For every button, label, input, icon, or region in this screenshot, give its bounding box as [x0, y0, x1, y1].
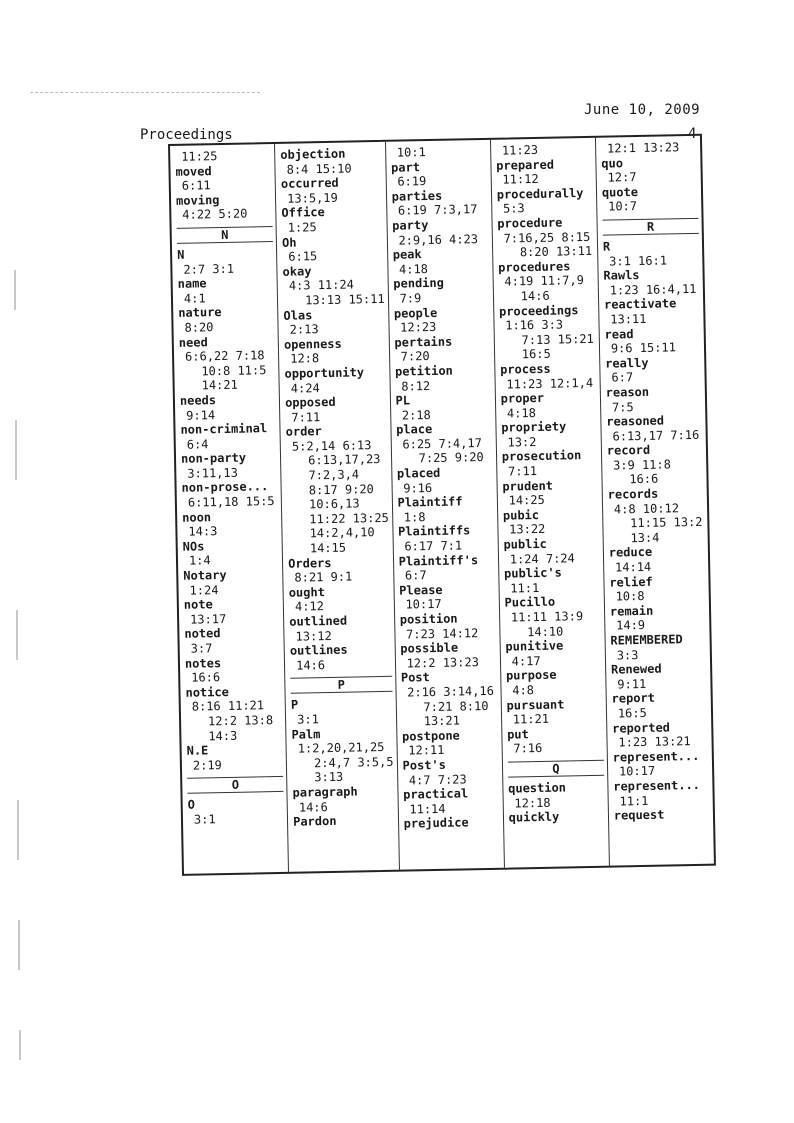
index-reference: 12:7	[607, 170, 637, 185]
index-term: noon	[182, 509, 212, 525]
index-reference: 2:4,7 3:5,5	[313, 754, 394, 771]
index-reference: 10:1	[396, 145, 426, 160]
margin-mark	[17, 800, 19, 860]
section-letter-header: Q	[508, 760, 604, 778]
index-term: moved	[175, 163, 212, 179]
index-reference: 13:4	[630, 530, 660, 546]
index-reference: 1:25	[287, 220, 317, 235]
index-reference: 7:20	[400, 349, 430, 364]
index-term: reasoned	[606, 413, 665, 429]
index-term: prepared	[496, 157, 555, 173]
index-term: pertains	[394, 334, 453, 350]
index-term: P	[290, 697, 299, 713]
index-term: read	[604, 326, 634, 342]
index-term: reactivate	[603, 296, 677, 313]
index-reference: 11:14	[409, 801, 446, 817]
index-reference: 7:13 15:21	[521, 331, 594, 347]
index-reference: 12:18	[514, 795, 551, 811]
index-reference: 6:6,22 7:18	[184, 348, 265, 364]
index-term: N	[176, 247, 185, 262]
index-reference: 1:2,20,21,25	[297, 740, 385, 756]
index-reference: 14:15	[309, 540, 347, 556]
index-reference: 2:18	[401, 407, 431, 423]
index-term: possible	[400, 640, 459, 656]
index-reference: 6:25 7:4,17	[402, 435, 483, 452]
index-reference: 2:7 3:1	[183, 261, 235, 277]
index-column-2	[275, 142, 399, 872]
index-reference: 11:12	[502, 172, 539, 187]
index-reference: 4:17	[511, 653, 541, 669]
index-reference: 3:13	[314, 770, 344, 785]
index-reference: 13:5,19	[287, 190, 338, 206]
index-term: opportunity	[284, 365, 365, 381]
index-reference: 6:13,17 7:16	[612, 427, 700, 444]
index-reference: 4:3 11:24	[288, 277, 355, 294]
index-term: prosecution	[501, 448, 582, 465]
margin-mark	[14, 270, 16, 310]
index-reference: 11:23 12:1,4	[506, 375, 594, 392]
index-reference: 11:21	[512, 711, 550, 727]
index-reference: 3:9 11:8	[612, 457, 672, 473]
index-term: objection	[280, 146, 346, 162]
index-term: quo	[601, 155, 624, 171]
index-reference: 12:11	[408, 743, 445, 758]
index-reference: 14:6	[298, 799, 328, 815]
index-reference: 13:12	[295, 628, 332, 644]
index-term: notice	[185, 684, 230, 700]
index-reference: 11:23	[501, 142, 539, 158]
index-reference: 8:21 9:1	[294, 569, 353, 585]
index-reference: 13:13 15:11	[305, 291, 385, 308]
index-term: pending	[393, 276, 445, 292]
index-reference: 1:4	[188, 553, 211, 569]
index-reference: 14:10	[527, 624, 564, 639]
index-reference: 12:1 13:23	[606, 140, 680, 156]
index-reference: 7:16	[513, 741, 543, 756]
index-reference: 10:17	[618, 764, 656, 779]
index-term: reason	[605, 384, 650, 400]
margin-mark	[16, 610, 18, 660]
index-term: Pucillo	[504, 595, 556, 611]
index-term: relief	[609, 574, 653, 590]
index-term: PL	[395, 393, 411, 408]
page-number: 4	[688, 126, 697, 142]
index-term: Palm	[291, 726, 321, 742]
index-term: O	[187, 797, 196, 813]
margin-mark	[19, 1030, 21, 1060]
index-reference: 4:12	[294, 599, 325, 615]
index-term: public	[503, 536, 547, 552]
index-reference: 8:17 9:20	[308, 481, 374, 498]
index-term: reduce	[608, 545, 653, 561]
index-term: Renewed	[610, 661, 662, 677]
index-term: moving	[175, 192, 220, 208]
index-reference: 6:19 7:3,17	[397, 202, 478, 218]
index-reference: 13:21	[423, 713, 460, 729]
index-reference: 11:15 13:2	[630, 515, 703, 531]
index-term: quickly	[508, 809, 560, 825]
index-reference: 3:1	[297, 712, 320, 727]
index-term: purpose	[505, 668, 557, 683]
index-reference: 12:8	[290, 351, 320, 367]
index-term: Plaintiffs	[397, 523, 471, 540]
index-reference: 12:2 13:8	[207, 713, 274, 729]
index-term: pubic	[502, 507, 540, 523]
index-reference: 11:1	[619, 793, 649, 808]
index-reference: 9:14	[186, 407, 216, 423]
index-term: paragraph	[292, 784, 358, 800]
index-reference: 4:18	[398, 261, 429, 277]
index-reference: 10:8 11:5	[201, 362, 267, 379]
index-reference: 4:24	[290, 380, 320, 396]
index-reference: 14:2,4,10	[309, 525, 375, 541]
index-term: occurred	[280, 175, 339, 192]
index-term: Rawls	[603, 268, 640, 283]
index-term: request	[613, 807, 665, 823]
index-reference: 11:11 13:9	[510, 609, 584, 625]
index-term: procedure	[497, 215, 563, 231]
section-letter-header: R	[602, 218, 698, 236]
document-title: Proceedings	[140, 127, 233, 143]
index-reference: 3:11,13	[187, 465, 239, 481]
index-reference: 6:11,18 15:5	[187, 494, 275, 510]
index-reference: 1:8	[403, 509, 426, 525]
index-term: okay	[282, 264, 312, 279]
index-reference: 13:17	[189, 611, 227, 627]
index-reference: 6:15	[288, 249, 318, 264]
index-reference: 7:11	[291, 409, 321, 425]
index-reference: 6:11	[181, 178, 211, 193]
index-term: order	[285, 424, 322, 440]
index-reference: 1:24	[189, 582, 219, 598]
index-term: propriety	[501, 419, 567, 435]
index-term: non-criminal	[180, 421, 268, 437]
scan-artifact-line	[30, 92, 260, 93]
index-reference: 6:17 7:1	[404, 538, 463, 554]
index-term: procedures	[498, 259, 571, 275]
index-term: part	[390, 159, 421, 175]
index-reference: 13:2	[507, 434, 537, 450]
index-reference: 2:13	[289, 322, 319, 337]
index-reference: 13:11	[610, 311, 647, 327]
index-term: opposed	[284, 394, 336, 410]
index-reference: 14:21	[201, 378, 238, 393]
index-term: outlined	[289, 613, 348, 629]
index-column-1	[170, 144, 289, 874]
section-letter-header: N	[177, 226, 273, 244]
index-term: ought	[288, 584, 326, 600]
index-reference: 11:25	[181, 149, 218, 164]
index-reference: 10:8	[615, 589, 645, 604]
index-reference: 16:5	[617, 705, 647, 721]
document-date: June 10, 2009	[584, 102, 701, 118]
index-reference: 5:2,14 6:13	[291, 438, 372, 454]
index-term: notes	[184, 655, 222, 671]
index-term: Olas	[283, 307, 313, 323]
index-reference: 10:6,13	[308, 496, 360, 512]
index-term: pursuant	[506, 697, 565, 713]
index-reference: 1:23 16:4,11	[609, 281, 697, 298]
index-reference: 1:24 7:24	[509, 550, 575, 567]
index-reference: 6:7	[404, 568, 427, 583]
index-term: procedurally	[496, 185, 584, 202]
index-reference: 9:6 15:11	[610, 340, 677, 356]
index-term: report	[611, 691, 656, 706]
index-reference: 7:5	[611, 399, 634, 415]
index-reference: 7:16,25 8:15	[503, 229, 591, 246]
section-letter-header: O	[187, 776, 283, 794]
index-term: record	[606, 443, 651, 458]
index-reference: 12:23	[400, 320, 437, 335]
index-reference: 2:16 3:14,16	[407, 683, 495, 700]
index-term: REMEMBERED	[610, 632, 683, 648]
index-reference: 5:3	[502, 201, 525, 216]
index-reference: 7:2,3,4	[308, 467, 360, 483]
index-reference: 3:7	[190, 641, 213, 656]
index-term: quote	[601, 184, 639, 200]
index-term: Please	[399, 582, 443, 598]
section-letter-header: P	[290, 676, 392, 694]
index-reference: 13:22	[509, 522, 546, 537]
margin-mark	[18, 920, 20, 970]
index-reference: 9:16	[403, 480, 433, 496]
index-term: openness	[283, 336, 342, 352]
index-reference: 6:13,17,23	[308, 452, 381, 468]
index-term: Oh	[281, 235, 297, 250]
index-term: peak	[392, 247, 422, 262]
index-reference: 6:19	[397, 174, 427, 189]
index-term: non-party	[180, 450, 247, 467]
index-column-4	[491, 138, 610, 868]
index-term: position	[399, 611, 458, 627]
index-reference: 8:4 15:10	[286, 161, 352, 177]
index-reference: 4:19 11:7,9	[504, 273, 585, 289]
index-reference: 7:11	[507, 464, 538, 479]
index-reference: 11:22 13:25	[309, 510, 389, 527]
index-term: proper	[500, 390, 545, 406]
index-term: reported	[612, 720, 671, 736]
index-term: Post	[400, 670, 430, 686]
index-term: party	[392, 217, 429, 233]
index-reference: 10:7	[608, 199, 638, 214]
index-term: Plaintiff	[397, 494, 463, 510]
index-reference: 4:18	[506, 405, 537, 421]
index-reference: 14:9	[616, 618, 646, 633]
index-reference: 8:20 13:11	[519, 244, 593, 260]
index-term: people	[393, 305, 438, 321]
index-term: Post's	[402, 757, 447, 773]
index-term: NOs	[182, 539, 205, 554]
index-reference: 7:21 8:10	[423, 698, 489, 714]
index-term: records	[607, 486, 659, 502]
index-reference: 3:1	[193, 812, 216, 827]
index-reference: 8:12	[401, 378, 431, 394]
index-reference: 6:7	[611, 370, 634, 385]
index-reference: 16:5	[521, 347, 551, 362]
index-reference: 4:8 10:12	[613, 500, 680, 517]
index-reference: 3:1 16:1	[609, 253, 668, 269]
index-reference: 4:22 5:20	[182, 206, 248, 223]
index-term: Notary	[183, 567, 227, 583]
index-reference: 14:3	[188, 524, 218, 539]
index-box	[168, 134, 716, 876]
index-reference: 12:2 13:23	[406, 654, 479, 671]
index-reference: 10:17	[405, 597, 442, 612]
index-reference: 14:14	[614, 559, 652, 575]
index-reference: 14:6	[520, 288, 550, 304]
index-reference: 2:9,16 4:23	[398, 231, 479, 248]
index-reference: 9:11	[617, 676, 647, 692]
index-reference: 8:20	[184, 320, 214, 335]
index-term: put	[506, 726, 529, 742]
index-reference: 2:19	[192, 757, 222, 773]
index-term: represent...	[612, 748, 700, 765]
index-term: Plaintiff's	[398, 552, 479, 569]
index-reference: 3:3	[616, 647, 639, 663]
index-reference: 7:9	[399, 291, 422, 306]
index-term: needs	[179, 393, 217, 408]
index-reference: 11:1	[510, 580, 540, 596]
index-reference: 16:6	[191, 670, 221, 685]
index-reference: 8:16 11:21	[191, 698, 265, 715]
index-term: postpone	[401, 728, 460, 744]
index-term: R	[602, 239, 611, 254]
index-reference: 4:8	[512, 683, 535, 698]
index-column-3	[386, 140, 505, 870]
index-term: placed	[396, 465, 441, 481]
index-reference: 1:16 3:3	[505, 317, 564, 333]
index-term: nature	[178, 305, 222, 321]
index-reference: 7:25 9:20	[418, 450, 484, 466]
index-term: N.E	[186, 743, 209, 758]
index-reference: 14:6	[296, 657, 326, 673]
index-term: noted	[184, 626, 221, 642]
index-term: prejudice	[403, 815, 469, 831]
index-reference: 16:6	[629, 472, 659, 487]
index-term: need	[178, 334, 208, 350]
index-term: public's	[503, 565, 562, 581]
index-term: place	[396, 422, 433, 437]
index-term: represent...	[613, 777, 701, 794]
margin-mark	[15, 420, 17, 480]
index-reference: 4:1	[183, 291, 206, 306]
index-column-5	[596, 136, 714, 866]
index-reference: 14:3	[208, 728, 238, 743]
index-reference: 14:25	[508, 493, 545, 508]
index-term: process	[499, 361, 551, 377]
index-reference: 4:7 7:23	[408, 771, 467, 788]
index-term: Pardon	[293, 814, 337, 829]
index-term: punitive	[505, 638, 564, 654]
index-term: question	[508, 780, 567, 796]
index-term: prudent	[502, 478, 554, 494]
index-term: Orders	[288, 555, 332, 571]
index-term: remain	[609, 603, 654, 619]
index-term: really	[605, 355, 649, 371]
index-reference: 7:23 14:12	[405, 625, 479, 642]
index-term: parties	[391, 188, 443, 204]
index-reference: 1:23 13:21	[618, 734, 691, 750]
index-term: outlines	[289, 642, 348, 658]
index-term: proceedings	[498, 302, 579, 319]
index-term: name	[177, 276, 207, 291]
index-term: non-prose...	[181, 479, 269, 496]
index-term: practical	[403, 786, 469, 802]
index-term: note	[183, 597, 213, 612]
index-term: petition	[394, 363, 453, 379]
index-reference: 6:4	[186, 436, 209, 452]
index-term: Office	[281, 205, 325, 221]
